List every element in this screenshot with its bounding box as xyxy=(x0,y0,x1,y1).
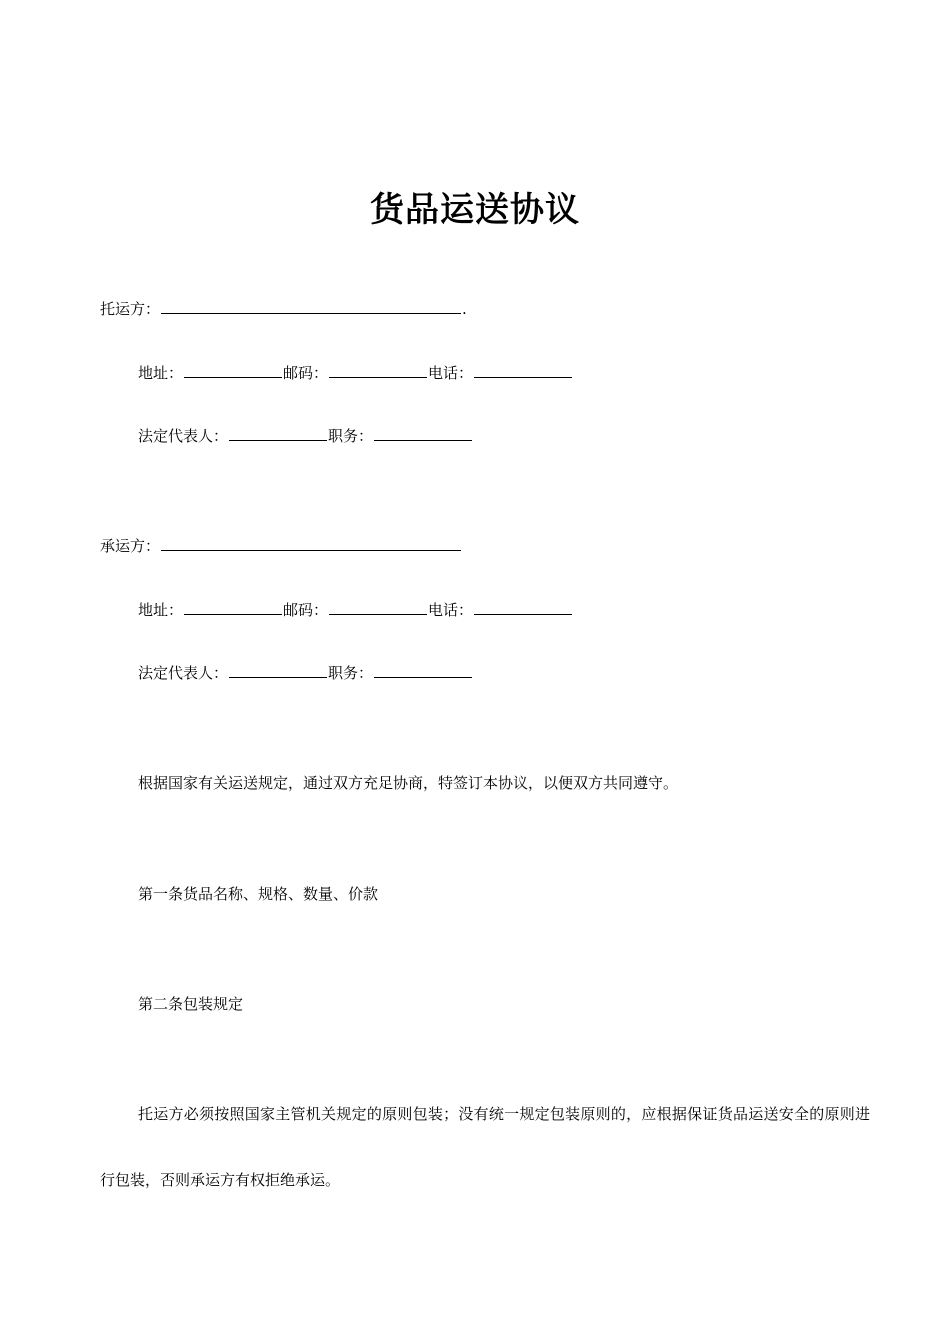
carrier-postcode-blank[interactable] xyxy=(329,600,427,615)
article-1-heading: 第一条货品名称、规格、数量、价款 xyxy=(138,885,379,903)
consignor-line xyxy=(100,298,467,320)
article-2-heading: 第二条包装规定 xyxy=(138,995,244,1013)
carrier-legal-rep-blank[interactable] xyxy=(229,663,327,678)
consignor-address-line xyxy=(138,362,573,384)
consignor-position-label: 职务： xyxy=(328,427,374,445)
consignor-phone-blank[interactable] xyxy=(474,363,572,378)
intro-paragraph: 根据国家有关运送规定，通过双方充足协商，特签订本协议，以便双方共同遵守。 xyxy=(138,774,679,792)
consignor-rep-line xyxy=(138,425,473,447)
carrier-position-label: 职务： xyxy=(328,664,374,682)
consignor-postcode-label: 邮码： xyxy=(283,364,329,382)
carrier-rep-line xyxy=(138,662,473,684)
carrier-name-blank[interactable] xyxy=(161,536,461,551)
consignor-trail: . xyxy=(462,300,467,318)
carrier-phone-blank[interactable] xyxy=(474,600,572,615)
consignor-postcode-blank[interactable] xyxy=(329,363,427,378)
consignor-phone-label: 电话： xyxy=(428,364,474,382)
carrier-postcode-label: 邮码： xyxy=(283,601,329,619)
article-2-paragraph: 托运方必须按照国家主管机关规定的原则包装；没有统一规定包装原则的，应根据保证货品运送安全的原则进行包装，否则承运方有权拒绝承运。 xyxy=(100,1105,870,1189)
carrier-address-blank[interactable] xyxy=(184,600,282,615)
consignor-label: 托运方： xyxy=(100,300,161,318)
carrier-phone-label: 电话： xyxy=(428,601,474,619)
carrier-line xyxy=(100,535,462,557)
consignor-address-blank[interactable] xyxy=(184,363,282,378)
carrier-label: 承运方： xyxy=(100,537,161,555)
consignor-position-blank[interactable] xyxy=(374,426,472,441)
carrier-address-line xyxy=(138,599,573,621)
consignor-address-label: 地址： xyxy=(138,364,184,382)
carrier-position-blank[interactable] xyxy=(374,663,472,678)
carrier-address-label: 地址： xyxy=(138,601,184,619)
consignor-legal-rep-label: 法定代表人： xyxy=(138,427,229,445)
consignor-legal-rep-blank[interactable] xyxy=(229,426,327,441)
page-title: 货品运送协议 xyxy=(370,190,580,230)
carrier-legal-rep-label: 法定代表人： xyxy=(138,664,229,682)
consignor-name-blank[interactable] xyxy=(161,299,461,314)
